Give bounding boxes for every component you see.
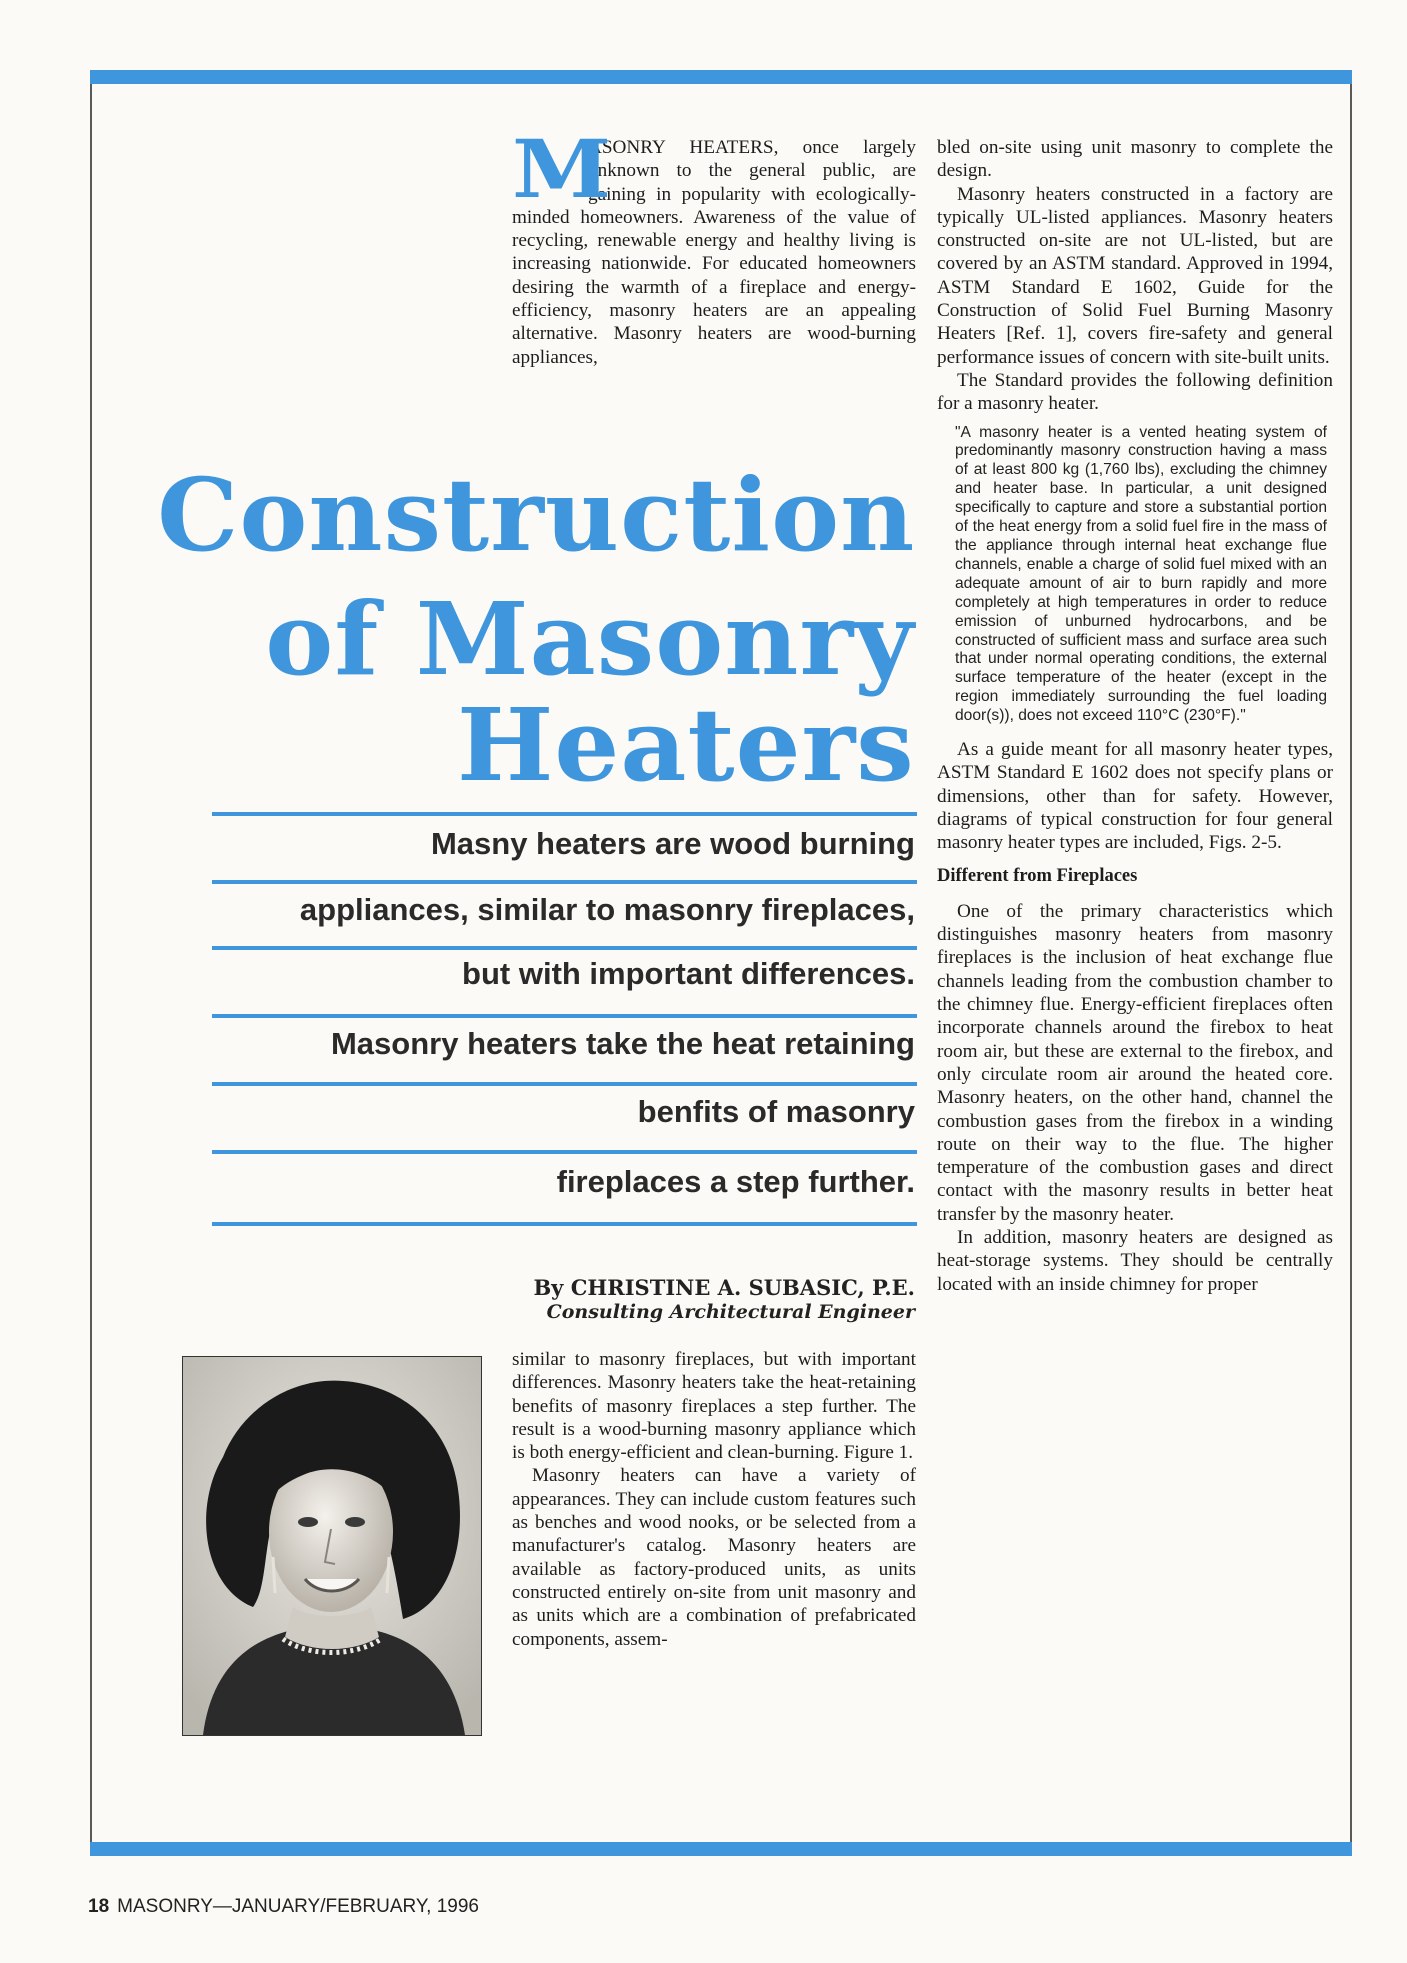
summary-rule: [212, 1150, 917, 1154]
section-subhead: Different from Fireplaces: [937, 865, 1138, 886]
col2-paragraph-1: similar to masonry fireplaces, but with important differences. Masonry heaters take the heat-retaining benefits of masonry fireplaces a step further. The result is a wood-burning masonry appliance which is both energy-efficient and clean-burning. Figure 1.: [512, 1349, 916, 1464]
page-number: 18: [88, 1896, 110, 1917]
summary-rule: [212, 946, 917, 950]
title-line-2: of Masonry: [265, 580, 915, 698]
column-3-text: [937, 136, 1333, 1296]
col3-paragraph-6: In addition, masonry heaters are designed as heat-storage systems. They should be centrally located with an inside chimney for proper: [937, 1227, 1333, 1295]
summary-rule: [212, 1014, 917, 1018]
col3-paragraph-2: Masonry heaters constructed in a factory are typically UL-listed appliances. Masonry heaters constructed on-site are not UL-listed, but are covered by an ASTM standard. Approved in 1994, ASTM Standard E 1602, Guide for the Construction of Solid Fuel Burning Masonry Heaters [Ref. 1], covers fire-safety and general performance issues of concern with site-built units.: [937, 183, 1333, 368]
summary-line-2: appliances, similar to masonry fireplaces,: [299, 892, 915, 927]
bottom-accent-rule: [90, 1842, 1352, 1856]
publication-line: MASONRY—JANUARY/FEBRUARY, 1996: [117, 1896, 479, 1917]
top-accent-rule: [90, 70, 1352, 84]
intro-text: ASONRY HEATERS, once largely unknown to the general public, are gaining in popularity with ecologically-minded homeowners. Awareness of the value of recycling, renewable energy and healthy living is increasing nationwide. For educated homeowners desiring the warmth of a fireplace and energy-efficiency, masonry heaters are an appealing alternative. Masonry heaters are wood-burning appliances,: [512, 137, 916, 368]
col3-paragraph-3: The Standard provides the following definition for a masonry heater.: [937, 369, 1333, 415]
summary-line-3: but with important differences.: [462, 956, 915, 991]
summary-rule: [212, 812, 917, 816]
author-portrait-image: [183, 1357, 481, 1735]
summary-line-5: benfits of masonry: [637, 1094, 915, 1129]
title-line-1: Construction: [156, 456, 915, 574]
summary-rule: [212, 880, 917, 884]
col3-paragraph-4: As a guide meant for all masonry heater types, ASTM Standard E 1602 does not specify plans or dimensions, other than for safety. However, diagrams of typical construction for four general masonry heater types are included, Figs. 2-5.: [937, 739, 1333, 854]
col2-paragraph-2: Masonry heaters can have a variety of appearances. They can include custom features such as benches and wood nooks, or be selected from a manufacturer's catalog. Masonry heaters are available as factory-produced units, as units constructed entirely on-site from unit masonry and as units which are a combination of prefabricated components, assem-: [512, 1465, 916, 1650]
byline: [533, 1276, 915, 1324]
summary-line-1: Masny heaters are wood burning: [430, 826, 915, 861]
author-name: By CHRISTINE A. SUBASIC, P.E.: [533, 1275, 915, 1300]
author-role: Consulting Architectural Engineer: [546, 1301, 915, 1323]
summary-rule: [212, 1222, 917, 1226]
col3-paragraph-1: bled on-site using unit masonry to complete the design.: [937, 137, 1333, 182]
drop-cap: M: [512, 122, 612, 216]
page-footer: [88, 1896, 479, 1918]
column-2-text: [512, 1348, 916, 1651]
summary-rule: [212, 1082, 917, 1086]
title-line-3: Heaters: [457, 686, 915, 804]
definition-quote: "A masonry heater is a vented heating system of predominantly masonry construction having a mass of at least 800 kg (1,760 lbs), excluding the chimney and heater base. In particular, a unit designed specifically to capture and store a substantial portion of the heat energy from a solid fuel fire in the mass of the appliance through internal heat exchange flue channels, enable a charge of solid fuel mixed with an adequate amount of air to burn rapidly and more completely at high temperatures in order to reduce emission of unburned hydrocarbons, and be constructed of sufficient mass and surface area such that under normal operating conditions, the external surface temperature of the heater (except in the region immediately surrounding the fuel loading door(s)), does not exceed 110°C (230°F).": [955, 423, 1327, 725]
summary-line-6: fireplaces a step further.: [556, 1164, 915, 1199]
intro-paragraph: [512, 122, 916, 369]
col3-paragraph-5: One of the primary characteristics which distinguishes masonry heaters from masonry fireplaces is the inclusion of heat exchange flue channels leading from the combustion chamber to the chimney flue. Energy-efficient fireplaces often incorporate channels around the firebox to heat room air, but these are external to the firebox, and only circulate room air around the heated core. Masonry heaters, on the other hand, channel the combustion gases from the firebox in a winding route on their way to the flue. The higher temperature of the combustion gases and direct contact with the masonry results in better heat transfer by the masonry heater.: [937, 900, 1333, 1225]
author-photo: [182, 1356, 482, 1736]
summary-line-4: Masonry heaters take the heat retaining: [330, 1026, 915, 1061]
